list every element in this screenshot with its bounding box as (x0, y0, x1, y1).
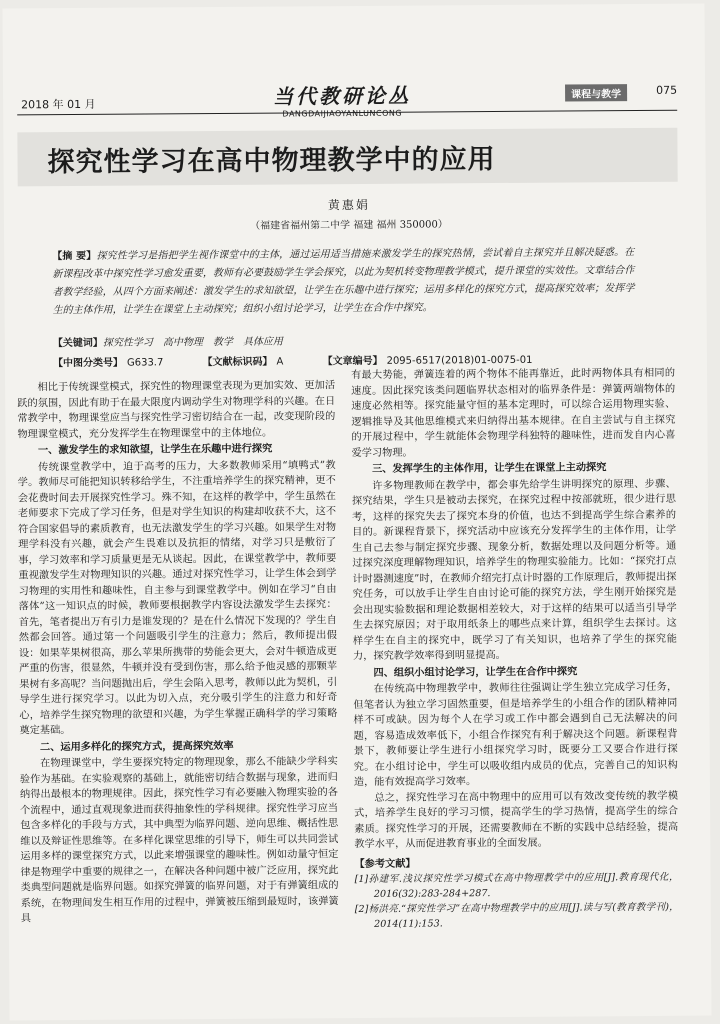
article-number: 【文章编号】 2095-6517(2018)01-0075-01 (322, 354, 533, 368)
journal-name: 当代教研论丛 (273, 83, 412, 109)
references-title: 【参考文献】 (354, 858, 416, 870)
body-column-right (351, 366, 679, 932)
clc-code: 【中图分类号】 G633.7 (52, 357, 164, 370)
reference-item-1: [1]孙建军.浅议探究性学习模式在高中物理教学中的应用[J].教育现代化，2016(32):283-284+287. (354, 871, 679, 900)
section-2-paragraph: 在物理课堂中，学生要探究特定的物理现象，那么不能缺少学科实验作为基础。在实验观察的基础上，就能密切结合数据与现象，进而归纳得出最根本的物理规律。因此，探究性学习有必要融入物理实验的各个流程中，通过直观现象进而获得抽象性的学科规律。探究性学习应当包含多样化的手段与方式，其中典型为临界问题、逆向思维、概括性思维以及辩证性思维等。在多样化课堂思维的引导下，师生可以共同尝试运用多样的课堂探究方式，以此来增强课堂的趣味性。例如动量守恒定律是物理学中重要的规律之一，在解决各种问题中被广泛应用，探究此类典型问题就是临界问题。如探究弹簧的临界问题，对于有弹簧组成的系统，在物理间发生相互作用的过程中，弹簧被压缩到最短时，该弹簧具 (19, 756, 339, 925)
section-heading-2: 二、运用多样化的探究方式，提高探究效率 (39, 740, 234, 753)
page-number: 075 (656, 83, 678, 97)
reference-item-2: [2]杨洪亮.“探究性学习”在高中物理教学中的应用[J].读与写(教育教学刊)，2014(11):153. (354, 901, 679, 930)
section-3-paragraph: 许多物理教师在教学中，都会事先给学生讲明探究的原理、步骤、探究结果，学生只是被动去探究，在探究过程中按部就班，很少进行思考，这样的探究失去了探究本身的价值，也达不到提高学生综合素养的目的。新课程背景下，探究活动中应该充分发挥学生的主体作用，让学生自己去参与制定探究步骤、现象分析，数据处理以及问题分析等。通过探究深度理解物理知识，培养学生的物理实验能力。比如：“探究打点计时器测速度”时，在教师介绍完打点计时器的工作原理后，教师提出探究任务，可以放手让学生自由讨论可能的探究方法，学生刚开始探究是会出现实验数据和理论数据相差较大，对于这样的结果可以适当引导学生去探究原因；对于取用纸条上的哪些点来计算，组织学生去探讨。这样学生在自主的探究中，既学习了有关知识，也培养了学生的探究能力，探究教学效率得到明显提高。 (351, 478, 677, 663)
abstract-text: 探究性学习是指把学生视作课堂中的主体，通过运用适当措施来激发学生的探究热情，尝试着自主探究并且解决疑惑。在新课程改革中探究性学习愈发重要，教师有必要鼓励学生学会探究，以此为契机转变物理教学模式，提升课堂的实效性。文章结合作者教学经验，从四个方面来阐述：激发学生的求知欲望，让学生在乐趣中进行探究；运用多样化的探究方式，提高探究效率；发挥学生的主体作用，让学生在课堂上主动探究；组织小组讨论学习，让学生在合作中探究。 (52, 247, 635, 317)
intro-paragraph: 相比于传统课堂模式，探究性的物理课堂表现为更加实效、更加活跃的氛围，因此有助于在最大限度内调动学生对物理学科的兴趣。在日常教学中，物理课堂应当与探究性学习密切结合在一起，改变现阶段的物理课堂模式，充分发挥学生在物理课堂中的主体地位。 (17, 380, 336, 440)
author-affiliation: （福建省福州第二中学 福建 福州 350000） (250, 219, 448, 232)
article-title: 探究性学习在高中物理教学中的应用 (47, 144, 496, 179)
keywords-text: 探究性学习 高中物理 教学 具体应用 (102, 336, 283, 349)
abstract (52, 244, 634, 320)
issue-date: 2018 年 01 月 (21, 97, 96, 112)
continued-paragraph: 有最大势能，弹簧连着的两个物体不能再靠近，此时两物体具有相同的速度。因此探究该类问题临界状态相对的临界条件是：弹簧两端物体的速度必然相等。探究能量守恒的基本定理时，可以综合运用物理实验、逻辑推导及其他思维模式来归纳得出基本规律。在自主尝试与自主探究的开展过程中，学生就能体会物理学科独特的趣味性，进而发自内心喜爱学习物理。 (351, 367, 676, 459)
section-badge: 课程与教学 (565, 84, 627, 101)
section-heading-4: 四、组织小组讨论学习，让学生在合作中探究 (373, 665, 578, 679)
keywords-label: 【关键词】 (52, 337, 103, 350)
body-column-left (17, 378, 339, 927)
journal-page (2, 4, 711, 1021)
page-header (17, 82, 677, 119)
abstract-label: 【摘 要】 (52, 250, 97, 263)
title-band (17, 128, 677, 187)
keywords (53, 332, 635, 352)
section-1-paragraph: 传统课堂教学中，迫于高考的压力，大多数教师采用“填鸭式”教学。教师尽可能把知识转移给学生，不注重培养学生的探究精神，更不会花费时间去开展探究性学习。殊不知，在这样的教学中，学生虽然在老师要求下完成了学习任务，但是对学生知识的构建却收获不大，这不符合国家倡导的素质教育，也无法激发学生的学习兴趣。如果学生对物理学科没有兴趣，就会产生畏难以及抗拒的情绪，对学习只是敷衍了事，学习效率和学习质量更是无从谈起。因此，在课堂教学中，教师要重视激发学生对物理知识的兴趣。通过对探究性学习，让学生体会到学习物理的实用性和趣味性，自主参与到课堂教学中。例如在学习“自由落体”这一知识点的时候，教师要根据教学内容设法激发学生去探究：首先，笔者提出万有引力是谁发现的？是在什么情况下发现的？学生自然都会回答。通过第一个问题吸引学生的注意力；然后，教师提出假设：如果苹果树很高，那么苹果所携带的势能会更大，会对牛顿造成更严重的伤害，很显然，牛顿并没有受到伤害，那么给予他灵感的那颗苹果树有多高呢？当问题抛出后，学生会陷入思考，教师以此为契机，引导学生进行探究学习。以此为切入点，充分吸引学生的注意力和好奇心，培养学生探究物理的欲望和兴趣，为学生掌握正确科学的学习策略奠定基础。 (17, 459, 338, 737)
section-heading-3: 三、发挥学生的主体作用，让学生在课堂上主动探究 (372, 462, 607, 475)
journal-pinyin: DANGDAIJIAOYANLUNCONG (282, 108, 403, 119)
document-code: 【文献标识码】 A (202, 356, 284, 369)
section-4-paragraph: 在传统高中物理教学中，教师往往强调让学生独立完成学习任务，但笔者认为独立学习固然重要，但是培养学生的小组合作的团队精神同样不可或缺。因为每个人在学习或工作中都会遇到自己无法解决的问题，容易造成效率低下，小组合作探究有利于解决这个问题。新课程背景下，教师要让学生进行小组探究学习时，既要分工又要合作进行探究。在小组讨论中，学生可以吸收组内成员的优点，完善自己的知识构造，能有效提高学习效率。 (353, 681, 678, 789)
conclusion-paragraph: 总之，探究性学习在高中物理中的应用可以有效改变传统的教学模式，培养学生良好的学习习惯，提高学生的学习热情，提高学生的综合素质。探究性学习的开展，还需要教师在不断的实践中总结经验，提高教学水平，从而促进教育事业的全面发展。 (354, 790, 679, 851)
section-heading-1: 一、激发学生的求知欲望，让学生在乐趣中进行探究 (37, 443, 273, 457)
author-name: 黄惠娟 (327, 197, 370, 213)
